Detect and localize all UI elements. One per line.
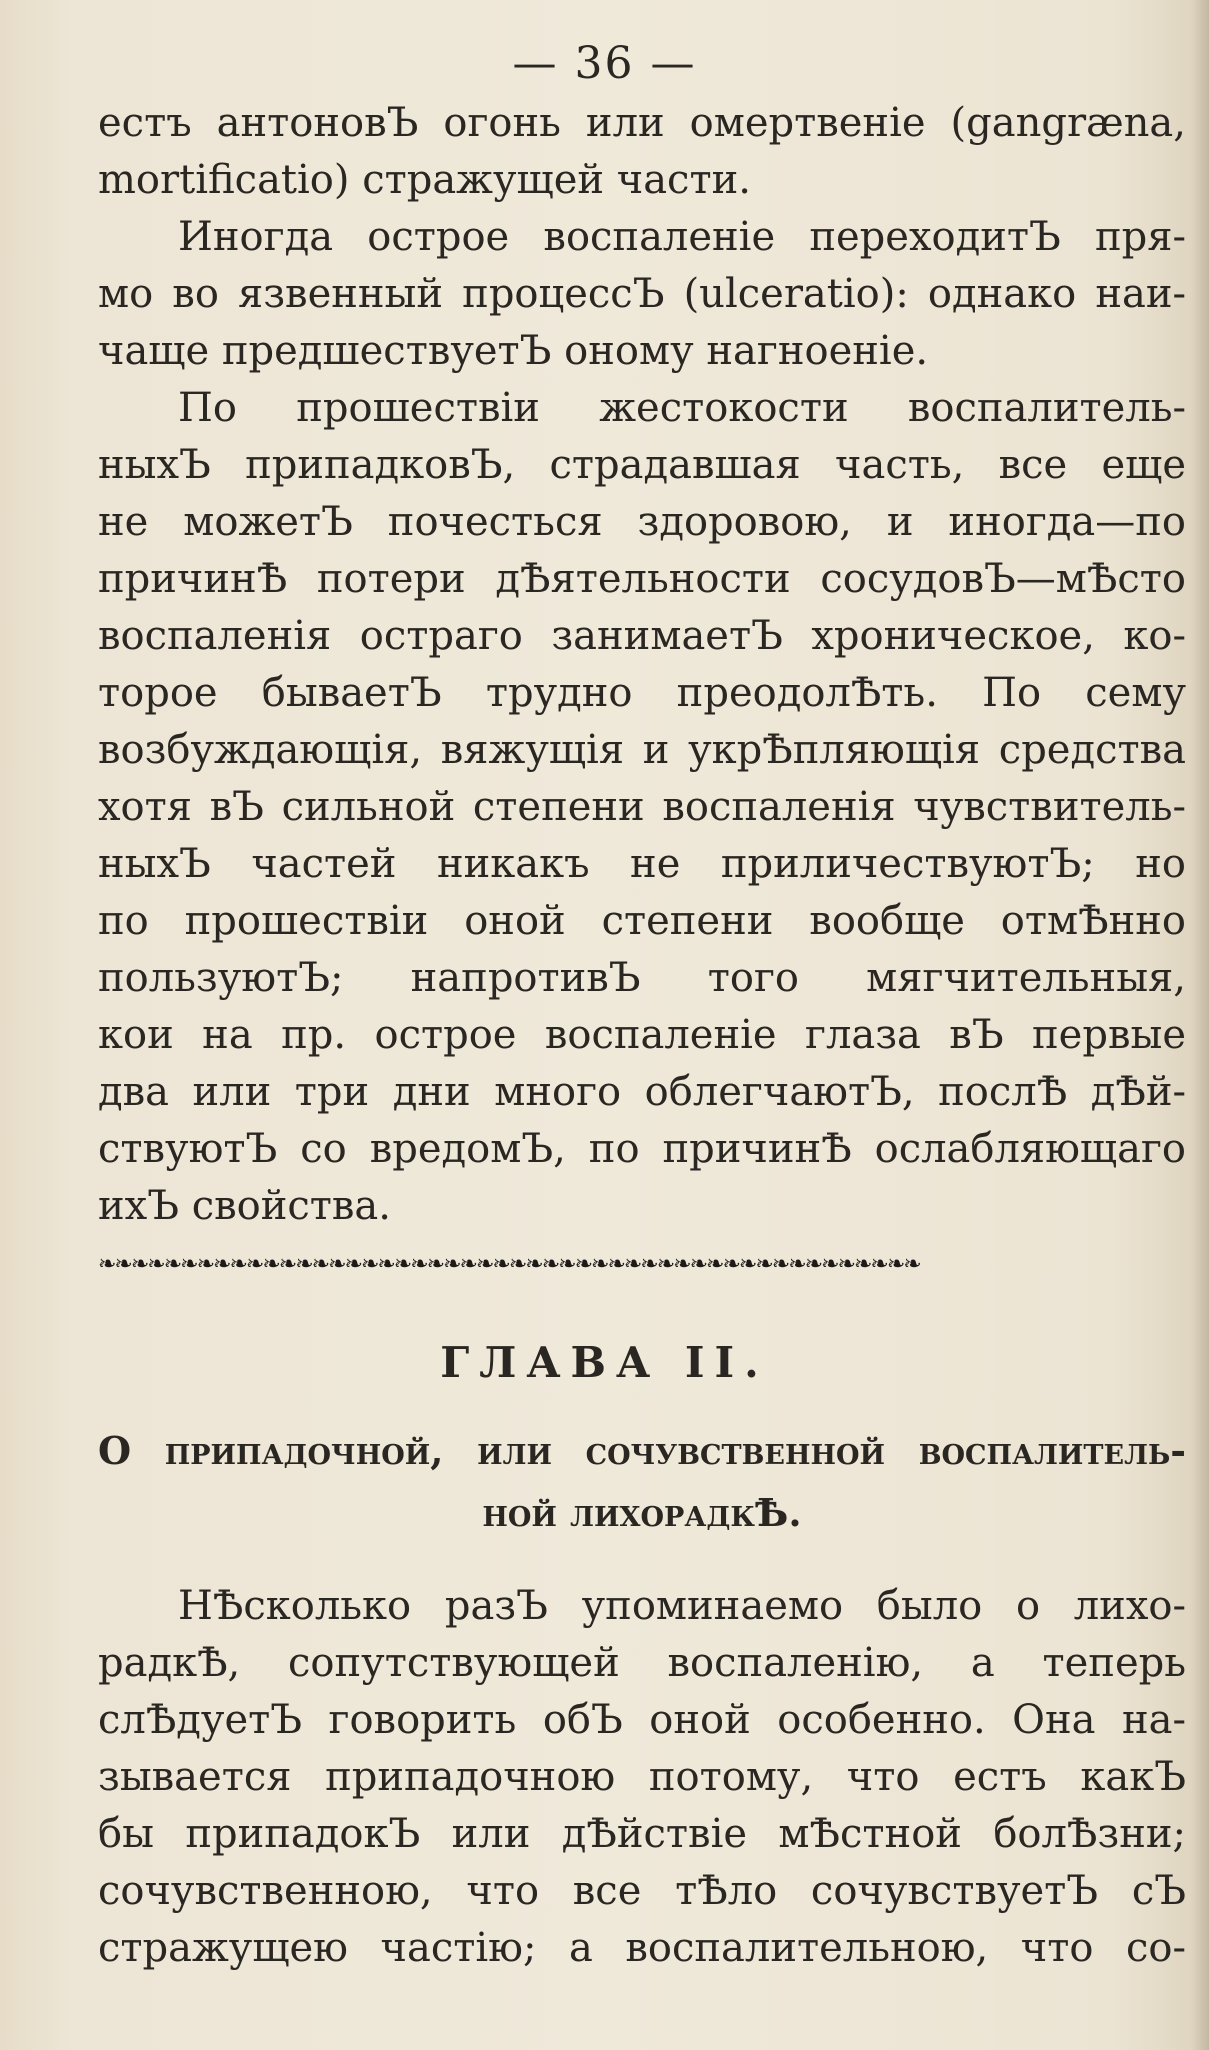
text-line: По прошествіи жестокости воспалитель- bbox=[178, 385, 1186, 431]
text-line: зывается припадочною потому, что естъ какЪ bbox=[98, 1754, 1186, 1800]
text-line: по прошествіи оной степени вообще отмѢнно bbox=[98, 898, 1186, 944]
text-line: ихЪ свойства. bbox=[98, 1183, 391, 1229]
text-line: кои на пр. острое воспаленіе глаза вЪ первые bbox=[98, 1012, 1186, 1058]
text-line: Иногда острое воспаленіе переходитЪ пря- bbox=[178, 214, 1186, 260]
text-line: ныхЪ припадковЪ, страдавшая часть, все еще bbox=[98, 442, 1186, 488]
text-line: торое бываетЪ трудно преодолѢть. По сему bbox=[98, 670, 1186, 716]
text-line: два или три дни много облегчаютЪ, послѢ дѢй- bbox=[98, 1069, 1186, 1115]
text-line: mortificatio) стражущей части. bbox=[98, 157, 751, 203]
text-line: пользуютЪ; напротивЪ того мягчительныя, bbox=[98, 955, 1186, 1001]
chapter-subtitle-line: ной лихорадкѢ. bbox=[482, 1490, 802, 1535]
text-line: НѢсколько разЪ упоминаемо было о лихо- bbox=[178, 1583, 1186, 1629]
text-line: бы припадокЪ или дѢйствіе мѢстной болѢзни; bbox=[98, 1811, 1186, 1857]
text-line: возбуждающія, вяжущія и укрѢпляющія средства bbox=[98, 727, 1186, 773]
body-text-section-1 bbox=[98, 95, 1186, 1235]
body-text-section-2 bbox=[98, 1578, 1186, 1977]
page-edge-shadow bbox=[1191, 0, 1209, 2050]
chapter-subtitle bbox=[98, 1420, 1186, 1544]
text-line: слѢдуетЪ говорить обЪ оной особенно. Она на- bbox=[98, 1697, 1186, 1743]
text-line: чаще предшествуетЪ оному нагноеніе. bbox=[98, 328, 929, 374]
chapter-title: ГЛАВА II. bbox=[440, 1338, 769, 1387]
text-line: радкѢ, сопутствующей воспаленію, а теперь bbox=[98, 1640, 1186, 1686]
text-line: не можетЪ почесться здоровою, и иногда—по bbox=[98, 499, 1186, 545]
text-line: воспаленія остраго занимаетЪ хроническое, ко- bbox=[98, 613, 1186, 659]
text-line: ныхЪ частей никакъ не приличествуютЪ; но bbox=[98, 841, 1186, 887]
text-line: стражущею частію; а воспалительною, что со- bbox=[98, 1925, 1186, 1971]
text-line: причинѢ потери дѢятельности сосудовЪ—мѢсто bbox=[98, 556, 1186, 602]
text-line: мо во язвенный процессЪ (ulceratio): однако наи- bbox=[98, 271, 1186, 317]
text-line: сочувственною, что все тѢло сочувствуетЪ сЪ bbox=[98, 1868, 1186, 1914]
decorative-divider: ❧❧❧❧❧❧❧❧❧❧❧❧❧❧❧❧❧❧❧❧❧❧❧❧❧❧❧❧❧❧❧❧❧❧❧❧❧❧❧❧❧❧❧❧❧❧❧❧❧❧ bbox=[98, 1252, 920, 1272]
text-line: естъ антоновЪ огонь или омертвеніе (gangræna, bbox=[98, 100, 1186, 146]
text-line: хотя вЪ сильной степени воспаленія чувствитель- bbox=[98, 784, 1186, 830]
text-line: ствуютЪ со вредомЪ, по причинѢ ослабляющаго bbox=[98, 1126, 1186, 1172]
chapter-subtitle-line: О припадочной, или сочувственной воспалитель- bbox=[98, 1428, 1186, 1473]
page-number: — 36 — bbox=[512, 38, 697, 89]
